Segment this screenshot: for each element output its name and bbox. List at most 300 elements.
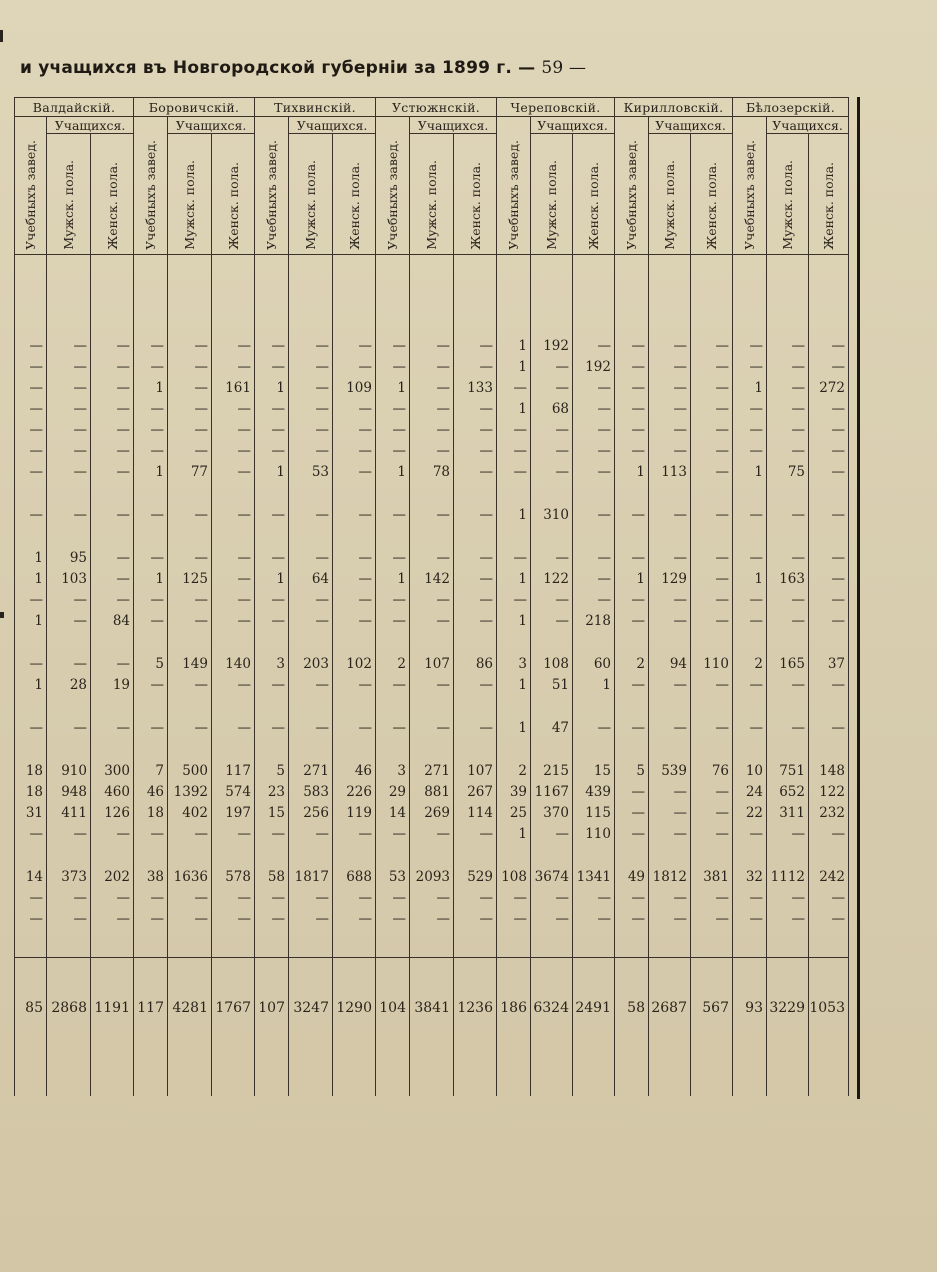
table-cell: 5 bbox=[615, 758, 649, 779]
table-cell: — bbox=[91, 566, 134, 587]
table-cell: — bbox=[573, 438, 615, 459]
table-cell: 77 bbox=[168, 459, 212, 480]
table-cell: — bbox=[15, 459, 47, 480]
table-cell bbox=[497, 629, 531, 651]
table-cell: 192 bbox=[573, 354, 615, 375]
table-cell: — bbox=[289, 587, 333, 608]
table-row bbox=[15, 651, 849, 672]
table-cell: 2093 bbox=[410, 864, 454, 885]
table-cell: — bbox=[767, 396, 809, 417]
table-row bbox=[15, 375, 849, 396]
table-cell: — bbox=[15, 885, 47, 906]
table-cell bbox=[255, 958, 289, 993]
table-cell: — bbox=[809, 587, 849, 608]
table-cell bbox=[15, 480, 47, 502]
table-cell: — bbox=[255, 333, 289, 354]
table-cell bbox=[809, 480, 849, 502]
table-cell: 32 bbox=[733, 864, 767, 885]
table-cell: — bbox=[691, 587, 733, 608]
table-cell: — bbox=[376, 438, 410, 459]
table-cell: 68 bbox=[531, 396, 573, 417]
table-cell bbox=[733, 693, 767, 715]
students-header: Учащихся. bbox=[767, 117, 849, 134]
table-cell: — bbox=[91, 821, 134, 842]
table-cell: — bbox=[649, 502, 691, 523]
table-cell: — bbox=[691, 354, 733, 375]
table-cell: 1 bbox=[134, 566, 168, 587]
table-cell: — bbox=[168, 333, 212, 354]
table-cell bbox=[615, 736, 649, 758]
table-cell bbox=[615, 842, 649, 864]
table-cell: — bbox=[168, 587, 212, 608]
table-cell bbox=[454, 693, 497, 715]
table-row bbox=[15, 821, 849, 842]
table-row bbox=[15, 629, 849, 651]
table-cell: 142 bbox=[410, 566, 454, 587]
table-cell: — bbox=[733, 715, 767, 736]
table-cell: 1 bbox=[15, 608, 47, 629]
table-row bbox=[15, 800, 849, 821]
schools-label: Учебныхъ завед. bbox=[385, 140, 400, 250]
table-cell bbox=[649, 523, 691, 545]
table-cell: — bbox=[809, 566, 849, 587]
female-header bbox=[809, 134, 849, 255]
table-cell: — bbox=[134, 545, 168, 566]
table-cell: 23 bbox=[255, 779, 289, 800]
table-cell bbox=[767, 736, 809, 758]
table-cell: — bbox=[289, 396, 333, 417]
table-cell: — bbox=[733, 502, 767, 523]
table-cell: 5 bbox=[255, 758, 289, 779]
table-cell: — bbox=[47, 821, 91, 842]
table-cell: 1 bbox=[733, 566, 767, 587]
table-cell: 108 bbox=[497, 864, 531, 885]
table-cell: — bbox=[691, 800, 733, 821]
table-cell: 161 bbox=[212, 375, 255, 396]
table-cell: — bbox=[573, 545, 615, 566]
table-cell bbox=[376, 1016, 410, 1096]
table-cell: 439 bbox=[573, 779, 615, 800]
table-cell: — bbox=[809, 396, 849, 417]
table-cell: 18 bbox=[15, 758, 47, 779]
table-cell bbox=[91, 693, 134, 715]
table-cell: — bbox=[615, 417, 649, 438]
table-cell bbox=[134, 958, 168, 993]
table-cell: — bbox=[376, 608, 410, 629]
male-header bbox=[168, 134, 212, 255]
table-cell: 1167 bbox=[531, 779, 573, 800]
table-cell bbox=[497, 736, 531, 758]
table-cell bbox=[615, 480, 649, 502]
table-cell: — bbox=[376, 885, 410, 906]
table-cell: — bbox=[333, 587, 376, 608]
table-cell bbox=[289, 523, 333, 545]
table-cell: — bbox=[168, 396, 212, 417]
table-cell bbox=[410, 255, 454, 334]
table-cell: 148 bbox=[809, 758, 849, 779]
table-cell: 2 bbox=[615, 651, 649, 672]
table-cell: 751 bbox=[767, 758, 809, 779]
table-cell: — bbox=[733, 417, 767, 438]
table-row bbox=[15, 417, 849, 438]
total-cell: 1236 bbox=[454, 992, 497, 1016]
table-cell bbox=[333, 523, 376, 545]
total-cell: 4281 bbox=[168, 992, 212, 1016]
table-cell bbox=[333, 629, 376, 651]
table-cell: — bbox=[531, 906, 573, 927]
table-cell: — bbox=[376, 545, 410, 566]
table-cell: — bbox=[212, 821, 255, 842]
table-cell: 113 bbox=[649, 459, 691, 480]
table-cell bbox=[168, 480, 212, 502]
table-cell: 19 bbox=[91, 672, 134, 693]
table-cell bbox=[649, 958, 691, 993]
table-cell: — bbox=[454, 821, 497, 842]
table-cell: — bbox=[255, 587, 289, 608]
table-cell: — bbox=[531, 608, 573, 629]
table-cell: — bbox=[168, 885, 212, 906]
table-cell: 2 bbox=[376, 651, 410, 672]
table-cell: — bbox=[91, 375, 134, 396]
table-cell: — bbox=[212, 417, 255, 438]
table-cell: 1812 bbox=[649, 864, 691, 885]
table-cell: 2 bbox=[733, 651, 767, 672]
table-cell: — bbox=[615, 502, 649, 523]
table-cell: — bbox=[168, 375, 212, 396]
table-cell: 1 bbox=[376, 566, 410, 587]
district-header: Череповскій. bbox=[497, 98, 615, 117]
table-cell bbox=[134, 629, 168, 651]
table-cell bbox=[212, 842, 255, 864]
table-cell bbox=[333, 480, 376, 502]
table-cell: — bbox=[767, 375, 809, 396]
table-cell: — bbox=[15, 354, 47, 375]
table-cell bbox=[531, 255, 573, 334]
total-cell: 1290 bbox=[333, 992, 376, 1016]
table-cell: — bbox=[47, 885, 91, 906]
table-cell: — bbox=[410, 438, 454, 459]
table-cell: — bbox=[573, 459, 615, 480]
table-cell: — bbox=[767, 906, 809, 927]
table-cell bbox=[809, 629, 849, 651]
table-cell: — bbox=[497, 587, 531, 608]
edge-mark bbox=[0, 612, 4, 618]
table-cell: — bbox=[47, 459, 91, 480]
table-cell: 1 bbox=[497, 354, 531, 375]
table-cell: — bbox=[531, 354, 573, 375]
table-cell: — bbox=[691, 438, 733, 459]
students-header: Учащихся. bbox=[649, 117, 733, 134]
table-cell: — bbox=[691, 545, 733, 566]
table-cell bbox=[47, 958, 91, 993]
table-cell bbox=[91, 1016, 134, 1096]
table-cell: 110 bbox=[573, 821, 615, 842]
table-cell bbox=[212, 693, 255, 715]
table-cell: — bbox=[649, 396, 691, 417]
table-cell bbox=[531, 842, 573, 864]
table-cell bbox=[767, 958, 809, 993]
table-cell bbox=[91, 255, 134, 334]
table-cell: — bbox=[333, 438, 376, 459]
schools-header bbox=[376, 117, 410, 255]
table-cell: — bbox=[333, 608, 376, 629]
table-cell: 15 bbox=[255, 800, 289, 821]
male-label: Мужск. пола. bbox=[662, 160, 677, 250]
female-header bbox=[212, 134, 255, 255]
table-cell bbox=[767, 693, 809, 715]
table-cell: — bbox=[91, 459, 134, 480]
table-cell bbox=[168, 1016, 212, 1096]
table-cell: — bbox=[497, 438, 531, 459]
table-cell: — bbox=[376, 821, 410, 842]
schools-header bbox=[733, 117, 767, 255]
table-cell: — bbox=[454, 587, 497, 608]
table-cell: — bbox=[212, 545, 255, 566]
table-cell: — bbox=[47, 502, 91, 523]
table-cell: — bbox=[767, 587, 809, 608]
table-cell: — bbox=[649, 800, 691, 821]
table-cell: 140 bbox=[212, 651, 255, 672]
schools-header bbox=[615, 117, 649, 255]
table-cell bbox=[497, 927, 531, 958]
table-cell: — bbox=[15, 502, 47, 523]
table-cell bbox=[410, 693, 454, 715]
table-cell bbox=[573, 927, 615, 958]
table-cell: — bbox=[531, 438, 573, 459]
table-cell: — bbox=[767, 715, 809, 736]
table-cell: 47 bbox=[531, 715, 573, 736]
table-cell bbox=[168, 693, 212, 715]
table-cell bbox=[573, 693, 615, 715]
male-label: Мужск. пола. bbox=[182, 160, 197, 250]
table-cell: — bbox=[733, 885, 767, 906]
table-cell: 271 bbox=[289, 758, 333, 779]
table-cell bbox=[573, 629, 615, 651]
table-cell: — bbox=[767, 608, 809, 629]
table-cell bbox=[733, 480, 767, 502]
table-cell bbox=[497, 523, 531, 545]
table-cell: — bbox=[809, 821, 849, 842]
table-cell: — bbox=[809, 459, 849, 480]
table-cell: — bbox=[615, 608, 649, 629]
table-cell bbox=[733, 255, 767, 334]
table-cell bbox=[15, 927, 47, 958]
table-cell bbox=[168, 927, 212, 958]
table-cell: — bbox=[410, 502, 454, 523]
table-cell: — bbox=[497, 885, 531, 906]
table-cell: — bbox=[134, 906, 168, 927]
table-cell bbox=[410, 1016, 454, 1096]
table-cell: 14 bbox=[376, 800, 410, 821]
table-cell: 578 bbox=[212, 864, 255, 885]
table-cell: 1 bbox=[497, 608, 531, 629]
table-cell: 95 bbox=[47, 545, 91, 566]
table-row bbox=[15, 459, 849, 480]
table-cell: — bbox=[47, 333, 91, 354]
table-row bbox=[15, 523, 849, 545]
table-cell: 1 bbox=[255, 566, 289, 587]
table-cell: — bbox=[531, 587, 573, 608]
table-cell: — bbox=[410, 821, 454, 842]
table-cell bbox=[454, 927, 497, 958]
table-cell: 119 bbox=[333, 800, 376, 821]
table-cell: — bbox=[255, 354, 289, 375]
table-cell bbox=[454, 736, 497, 758]
table-cell: 311 bbox=[767, 800, 809, 821]
table-cell bbox=[649, 629, 691, 651]
table-cell: — bbox=[649, 715, 691, 736]
table-cell: 3 bbox=[497, 651, 531, 672]
table-cell: — bbox=[410, 333, 454, 354]
table-cell: 1 bbox=[573, 672, 615, 693]
table-cell bbox=[376, 958, 410, 993]
table-cell: — bbox=[410, 587, 454, 608]
table-cell: 1 bbox=[376, 459, 410, 480]
table-cell: — bbox=[809, 417, 849, 438]
table-cell: 133 bbox=[454, 375, 497, 396]
table-cell: — bbox=[615, 885, 649, 906]
table-cell: — bbox=[454, 438, 497, 459]
table-cell bbox=[47, 1016, 91, 1096]
table-cell: — bbox=[212, 333, 255, 354]
table-cell: — bbox=[134, 715, 168, 736]
table-cell: — bbox=[809, 715, 849, 736]
table-cell bbox=[15, 958, 47, 993]
table-cell: — bbox=[410, 545, 454, 566]
table-cell bbox=[615, 958, 649, 993]
table-cell: — bbox=[376, 715, 410, 736]
table-cell bbox=[333, 1016, 376, 1096]
students-header: Учащихся. bbox=[531, 117, 615, 134]
table-cell: — bbox=[212, 608, 255, 629]
table-cell: — bbox=[134, 396, 168, 417]
table-cell bbox=[333, 927, 376, 958]
schools-label: Учебныхъ завед. bbox=[624, 140, 639, 250]
table-cell: — bbox=[809, 885, 849, 906]
table-cell bbox=[333, 842, 376, 864]
table-cell bbox=[733, 842, 767, 864]
table-cell: — bbox=[454, 608, 497, 629]
table-cell bbox=[15, 842, 47, 864]
table-cell bbox=[573, 255, 615, 334]
table-cell: — bbox=[289, 906, 333, 927]
table-cell: — bbox=[767, 502, 809, 523]
table-cell: — bbox=[289, 333, 333, 354]
table-cell bbox=[573, 480, 615, 502]
table-cell bbox=[809, 523, 849, 545]
female-label: Женск. пола. bbox=[104, 162, 120, 250]
table-cell bbox=[691, 927, 733, 958]
table-cell: — bbox=[134, 502, 168, 523]
male-header bbox=[531, 134, 573, 255]
table-cell bbox=[255, 629, 289, 651]
table-cell: 64 bbox=[289, 566, 333, 587]
table-cell bbox=[615, 255, 649, 334]
table-cell: — bbox=[691, 608, 733, 629]
table-cell: — bbox=[531, 821, 573, 842]
table-cell: 310 bbox=[531, 502, 573, 523]
table-cell: — bbox=[47, 608, 91, 629]
table-cell: — bbox=[212, 587, 255, 608]
table-cell: — bbox=[531, 885, 573, 906]
table-cell: — bbox=[649, 587, 691, 608]
table-cell: — bbox=[809, 608, 849, 629]
table-cell: — bbox=[454, 396, 497, 417]
table-cell: 373 bbox=[47, 864, 91, 885]
table-cell: — bbox=[255, 438, 289, 459]
table-cell bbox=[376, 523, 410, 545]
table-cell bbox=[255, 842, 289, 864]
table-cell: — bbox=[809, 906, 849, 927]
table-cell: — bbox=[289, 545, 333, 566]
table-cell: — bbox=[454, 333, 497, 354]
table-cell bbox=[91, 736, 134, 758]
table-row bbox=[15, 715, 849, 736]
table-cell bbox=[410, 927, 454, 958]
table-cell: 51 bbox=[531, 672, 573, 693]
male-label: Мужск. пола. bbox=[544, 160, 559, 250]
male-label: Мужск. пола. bbox=[303, 160, 318, 250]
table-cell: 192 bbox=[531, 333, 573, 354]
table-cell: 15 bbox=[573, 758, 615, 779]
total-cell: 107 bbox=[255, 992, 289, 1016]
female-header bbox=[91, 134, 134, 255]
schools-label: Учебныхъ завед. bbox=[264, 140, 279, 250]
table-cell bbox=[15, 1016, 47, 1096]
table-cell: — bbox=[454, 417, 497, 438]
page-number: 59 — bbox=[541, 58, 587, 78]
table-cell: 1636 bbox=[168, 864, 212, 885]
students-header: Учащихся. bbox=[47, 117, 134, 134]
table-cell bbox=[809, 958, 849, 993]
students-header: Учащихся. bbox=[168, 117, 255, 134]
female-label: Женск. пола. bbox=[467, 162, 483, 250]
table-cell bbox=[809, 1016, 849, 1096]
table-cell bbox=[168, 842, 212, 864]
table-cell: 165 bbox=[767, 651, 809, 672]
table-cell bbox=[615, 1016, 649, 1096]
table-cell bbox=[255, 523, 289, 545]
table-cell bbox=[212, 480, 255, 502]
table-cell bbox=[767, 842, 809, 864]
table-cell: — bbox=[615, 672, 649, 693]
table-cell: — bbox=[168, 672, 212, 693]
table-cell: — bbox=[15, 906, 47, 927]
total-cell: 3247 bbox=[289, 992, 333, 1016]
table-cell: — bbox=[255, 545, 289, 566]
table-cell: 215 bbox=[531, 758, 573, 779]
table-row bbox=[15, 438, 849, 459]
table-cell: 18 bbox=[134, 800, 168, 821]
table-cell: — bbox=[47, 438, 91, 459]
table-cell: 94 bbox=[649, 651, 691, 672]
table-cell: — bbox=[212, 885, 255, 906]
table-cell bbox=[531, 958, 573, 993]
table-cell: — bbox=[91, 417, 134, 438]
table-cell: — bbox=[15, 715, 47, 736]
table-cell: — bbox=[691, 502, 733, 523]
district-header: Боровичскій. bbox=[134, 98, 255, 117]
table-cell: — bbox=[212, 459, 255, 480]
table-cell: — bbox=[289, 885, 333, 906]
table-cell bbox=[573, 1016, 615, 1096]
table-cell bbox=[410, 523, 454, 545]
table-cell: — bbox=[255, 885, 289, 906]
table-cell: — bbox=[733, 545, 767, 566]
table-cell: — bbox=[615, 545, 649, 566]
table-cell: — bbox=[333, 821, 376, 842]
male-header bbox=[767, 134, 809, 255]
